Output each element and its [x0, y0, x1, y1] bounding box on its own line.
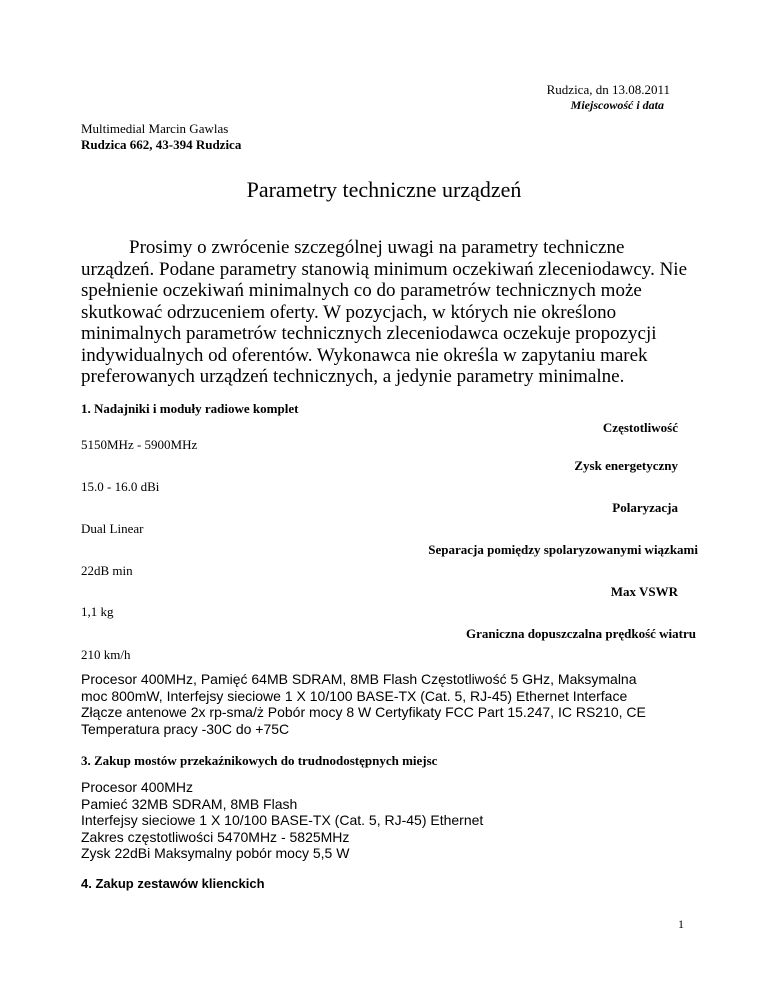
page-number: 1 — [678, 917, 684, 931]
param-label-vswr: Max VSWR — [610, 584, 678, 599]
param-value-vswr: 1,1 kg — [81, 604, 114, 619]
section3-heading: 3. Zakup mostów przekaźnikowych do trudnodostępnych miejsc — [81, 753, 438, 768]
sender-name: Multimedial Marcin Gawlas — [81, 121, 229, 136]
page-title: Parametry techniczne urządzeń — [246, 177, 522, 202]
param-value-gain: 15.0 - 16.0 dBi — [81, 479, 160, 494]
param-label-polarization: Polaryzacja — [612, 500, 678, 515]
param-label-frequency: Częstotliwość — [602, 420, 678, 435]
param-label-separation: Separacja pomiędzy spolaryzowanymi wiązkami — [428, 542, 698, 557]
param-value-wind-speed: 210 km/h — [81, 647, 131, 662]
section1-heading: 1. Nadajniki i moduły radiowe komplet — [81, 401, 299, 416]
spec-line: Zakres częstotliwości 5470MHz - 5825MHz — [81, 828, 350, 845]
spec-line: Procesor 400MHz — [81, 779, 194, 795]
section4-heading: 4. Zakup zestawów klienckich — [81, 876, 265, 891]
spec-line: Interfejsy sieciowe 1 X 10/100 BASE-TX (Cat. 5, RJ-45) Ethernet — [81, 812, 484, 828]
intro-paragraph — [81, 237, 691, 388]
section3-specs — [81, 779, 483, 862]
intro-text: Prosimy o zwrócenie szczególnej uwagi na parametry techniczne urządzeń. Podane parametry stanowią minimum oczekiwań zleceniodawcy. Nie spełnienie oczekiwań minimalnych co do parametrów technicznych może skutkować odrzuceniem oferty. W pozycjach, w których nie określono minimalnych parametrów technicznych zleceniodawca oczekuje propozycji indywidualnych od oferentów. Wykonawca nie określa w zapytaniu marek preferowanych urządzeń technicznych, a jedynie parametry minimalne. — [81, 237, 687, 387]
sender-address: Rudzica 662, 43-394 Rudzica — [81, 137, 242, 152]
section2-specs — [81, 671, 646, 737]
param-label-gain: Zysk energetyczny — [574, 458, 678, 473]
spec-line: Temperatura pracy -30C do +75C — [81, 720, 290, 737]
param-value-polarization: Dual Linear — [81, 521, 144, 536]
place-date: Rudzica, dn 13.08.2011 — [546, 82, 670, 97]
spec-line: Procesor 400MHz, Pamięć 64MB SDRAM, 8MB Flash Częstotliwość 5 GHz, Maksymalna — [81, 671, 637, 687]
param-label-wind-speed: Graniczna dopuszczalna prędkość wiatru — [465, 626, 696, 641]
spec-line: Pamieć 32MB SDRAM, 8MB Flash — [81, 795, 298, 812]
spec-line: moc 800mW, Interfejsy sieciowe 1 X 10/100 BASE-TX (Cat. 5, RJ-45) Ethernet Interface — [81, 687, 628, 704]
spec-line: Złącze antenowe 2x rp-sma/ż Pobór mocy 8 W Certyfikaty FCC Part 15.247, IC RS210, CE — [81, 704, 646, 720]
place-date-caption: Miejscowość i data — [570, 98, 664, 112]
spec-line: Zysk 22dBi Maksymalny pobór mocy 5,5 W — [81, 845, 350, 861]
param-value-separation: 22dB min — [81, 563, 133, 578]
param-value-frequency: 5150MHz - 5900MHz — [81, 437, 198, 452]
